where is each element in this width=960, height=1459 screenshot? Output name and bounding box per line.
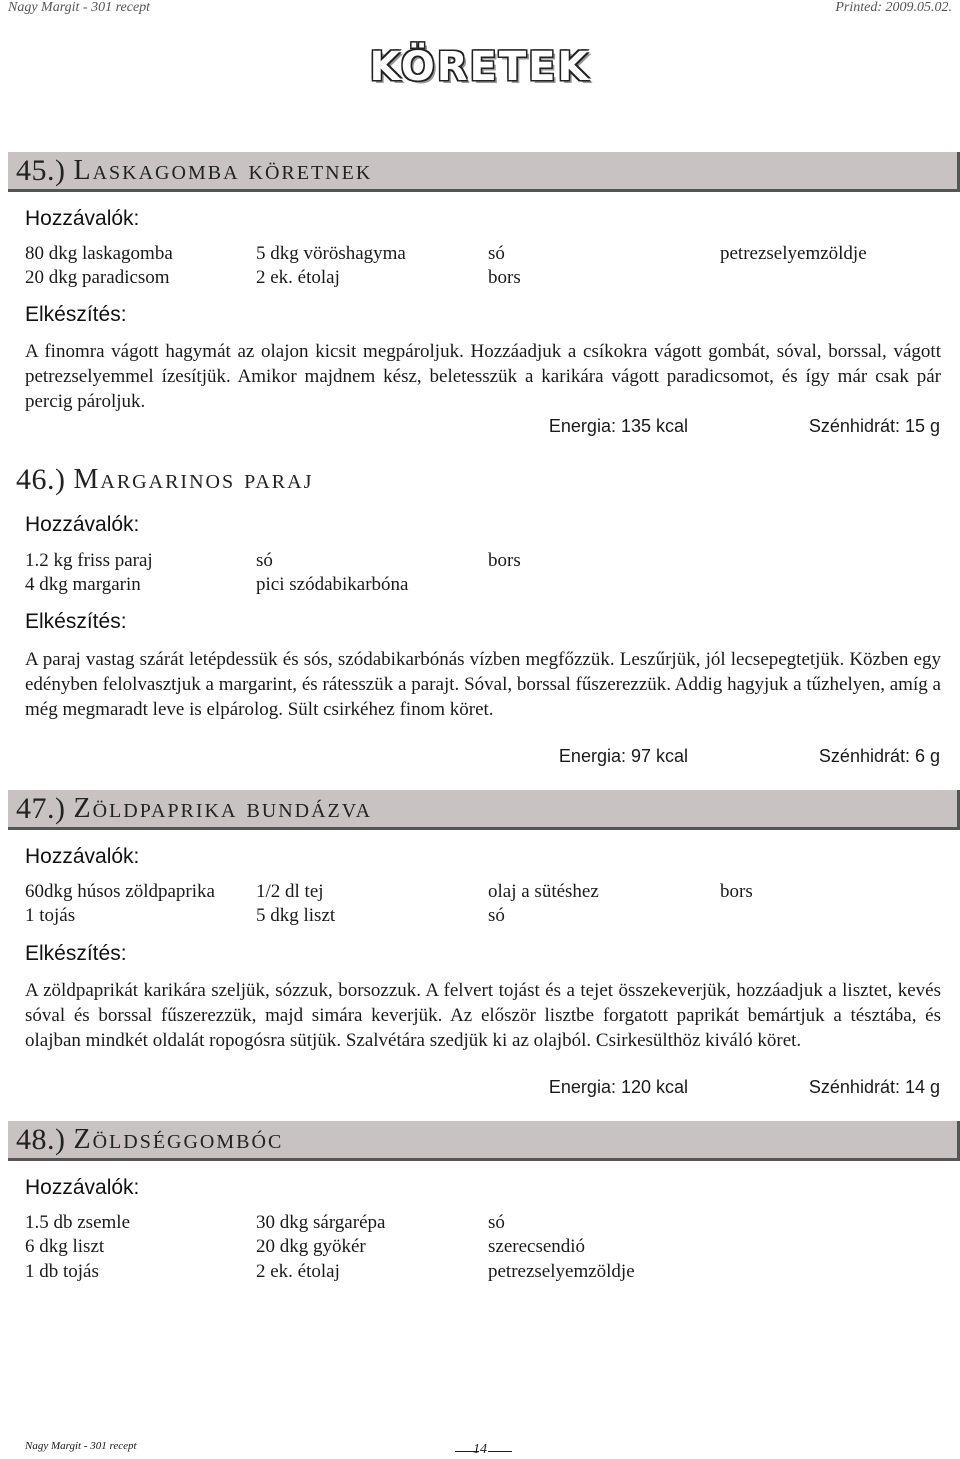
ingredient: 2 ek. étolaj	[256, 267, 340, 288]
recipe-48-title	[8, 1121, 960, 1161]
recipe-name: Zöldséggombóc	[73, 1123, 284, 1155]
page-number-rule-right	[488, 1451, 512, 1452]
ingredient: 1.2 kg friss paraj	[25, 550, 153, 571]
ingredient: 20 dkg gyökér	[256, 1236, 366, 1257]
recipe-45-title	[8, 152, 960, 192]
header-printed-date: Printed: 2009.05.02.	[835, 0, 952, 15]
ingredient: 1 tojás	[25, 905, 76, 926]
ingredient: 1/2 dl tej	[256, 881, 324, 902]
ingredient: bors	[488, 550, 521, 571]
carbs-value: Szénhidrát: 14 g	[808, 1077, 940, 1097]
ingredient: 30 dkg sárgarépa	[256, 1212, 386, 1233]
recipe-number: 47.)	[16, 791, 66, 825]
energy-value: Energia: 135 kcal	[548, 416, 688, 436]
ingredient: pici szódabikarbóna	[256, 574, 409, 595]
ingredient: 1.5 db zsemle	[25, 1212, 131, 1233]
ingredients-label: Hozzávalók:	[25, 845, 140, 868]
recipe-number: 48.)	[16, 1122, 66, 1156]
ingredients-label: Hozzávalók:	[25, 207, 140, 230]
ingredient: petrezselyemzöldje	[488, 1261, 635, 1282]
recipe-name: Laskagomba köretnek	[73, 154, 373, 186]
ingredient: szerecsendió	[488, 1236, 586, 1257]
ingredient: 6 dkg liszt	[25, 1236, 105, 1257]
recipe-name: Margarinos paraj	[73, 464, 314, 495]
preparation-text: A paraj vastag szárát letépdessük és sós, szódabikarbónás vízben megfőzzük. Leszűrjük, jól lecsepegtetjük. Közben egy edényben felolvasztjuk a margarint, és rátesszük a parajt. Sóval, borssal fűszerezzük. Addig hagyjuk a tűzhelyen, amíg a még megmaradt leve is elpárolog. Sült csirkéhez finom köret.	[25, 649, 941, 720]
recipe-number: 46.)	[16, 463, 66, 496]
ingredient: 60dkg húsos zöldpaprika	[25, 881, 215, 902]
carbs-value: Szénhidrát: 15 g	[808, 416, 940, 436]
ingredient: bors	[488, 267, 521, 288]
preparation-label: Elkészítés:	[25, 610, 127, 633]
recipe-number: 45.)	[16, 153, 66, 187]
ingredient: petrezselyemzöldje	[720, 243, 867, 264]
recipe-46-title	[8, 460, 608, 500]
ingredient: só	[488, 905, 505, 926]
header-left: Nagy Margit - 301 recept	[8, 0, 151, 15]
ingredient: 5 dkg vöröshagyma	[256, 243, 406, 264]
footer-left: Nagy Margit - 301 recept	[25, 1440, 137, 1452]
energy-value: Energia: 120 kcal	[548, 1077, 688, 1097]
ingredient: olaj a sütéshez	[488, 881, 599, 902]
ingredient: 4 dkg margarin	[25, 574, 141, 595]
ingredients-label: Hozzávalók:	[25, 1176, 140, 1199]
preparation-label: Elkészítés:	[25, 303, 127, 326]
ingredient: 80 dkg laskagomba	[25, 243, 173, 264]
ingredient: 1 db tojás	[25, 1261, 99, 1282]
ingredients-label: Hozzávalók:	[25, 513, 140, 536]
preparation-text: A zöldpaprikát karikára szeljük, sózzuk, borsozzuk. A felvert tojást és a tejet összekeverjük, hozzáadjuk a lisztet, kevés sóval és borssal fűszerezzük, majd simára keverjük. Az először lisztbe forgatott paprikát bemártjuk a tésztába, és olajban mindkét oldalát ropogósra sütjük. Szalvétára szedjük ki az olajból. Csirkesülthöz kiváló köret.	[25, 980, 941, 1051]
ingredient: só	[488, 1212, 505, 1233]
ingredient: bors	[720, 881, 753, 902]
carbs-value: Szénhidrát: 6 g	[818, 746, 940, 766]
page-title: KÖRETEK	[369, 44, 591, 90]
ingredient: só	[256, 550, 273, 571]
preparation-text: A finomra vágott hagymát az olajon kicsit megpároljuk. Hozzáadjuk a csíkokra vágott gombát, sóval, borssal, vágott petrezselyemmel ízesítjük. Amikor majdnem kész, beletesszük a karikára vágott paradicsomot, és így már csak pár percig pároljuk.	[25, 341, 941, 412]
energy-value: Energia: 97 kcal	[558, 746, 688, 766]
ingredient: 2 ek. étolaj	[256, 1261, 340, 1282]
ingredient: só	[488, 243, 505, 264]
ingredient: 5 dkg liszt	[256, 905, 336, 926]
page-number: 14	[473, 1442, 487, 1457]
preparation-label: Elkészítés:	[25, 942, 127, 965]
ingredient: 20 dkg paradicsom	[25, 267, 170, 288]
recipe-47-title	[8, 790, 960, 830]
recipe-name: Zöldpaprika bundázva	[73, 792, 373, 824]
